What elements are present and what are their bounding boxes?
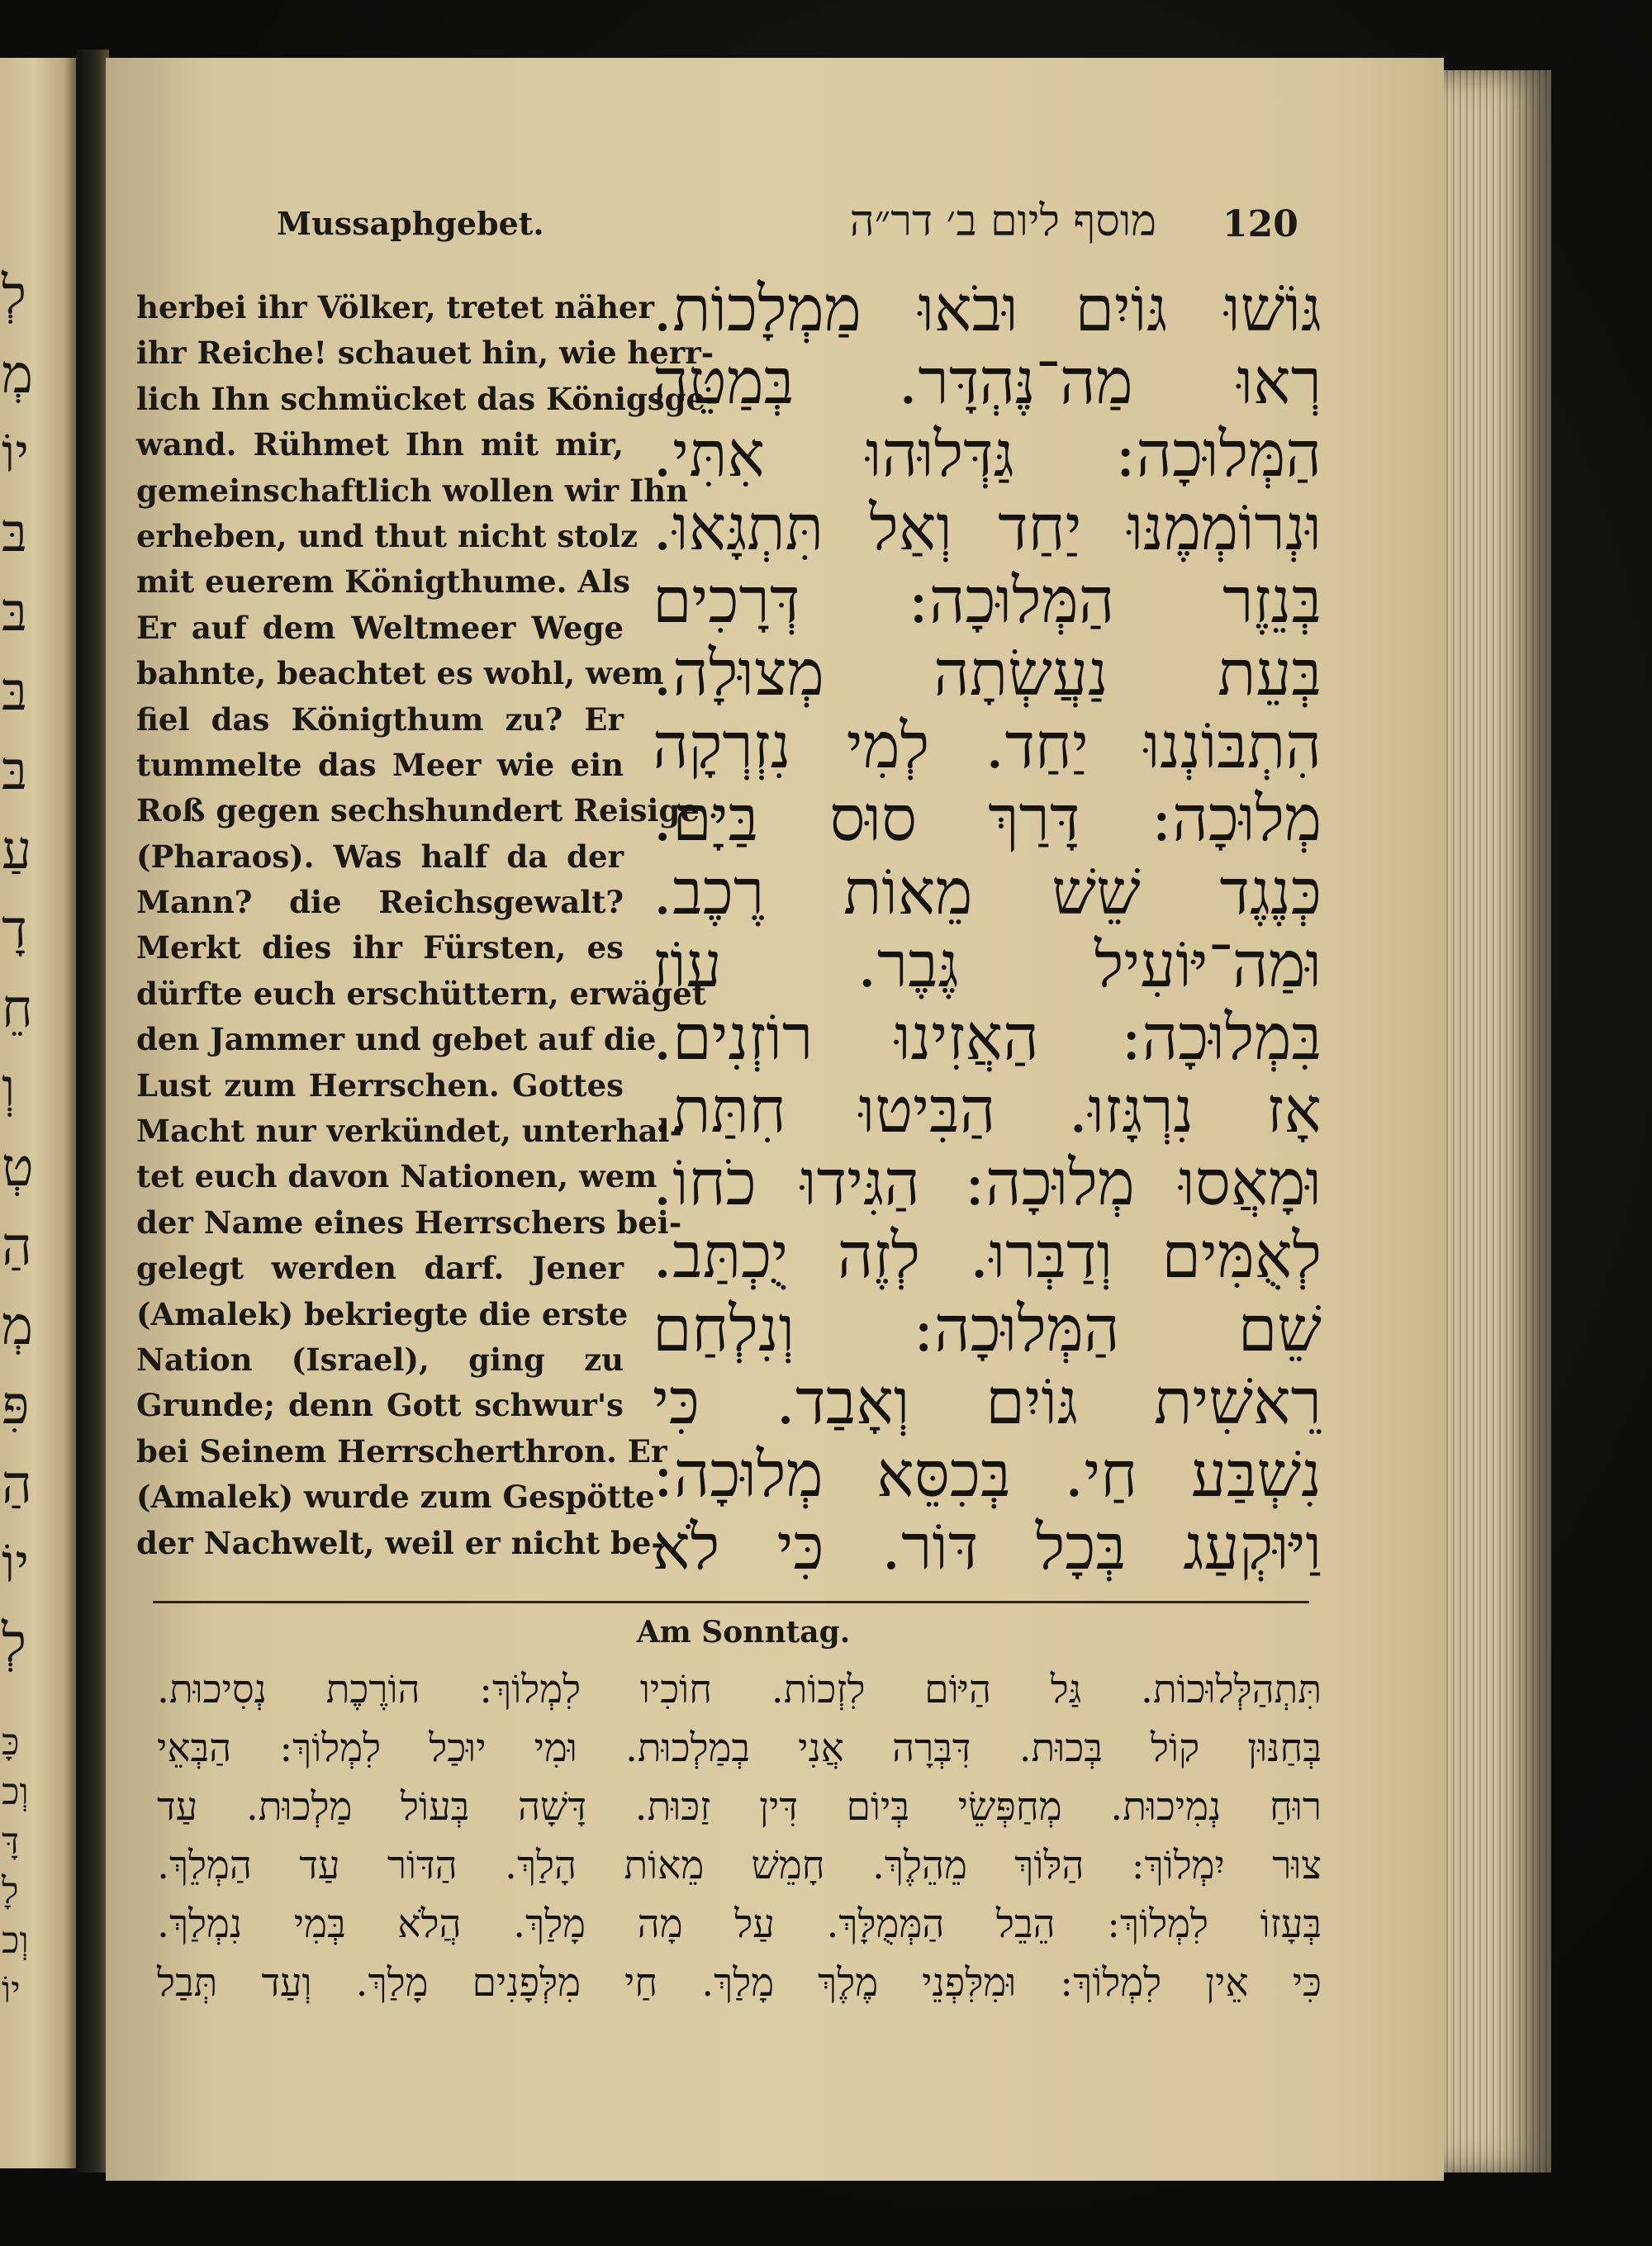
german-line: Merkt dies ihr Fürsten, es — [136, 929, 624, 966]
hebrew-line: וּמָאֲסוּ מְלוּכָה: הַגִּידוּ כֹחוֹ. — [653, 1146, 1322, 1220]
hebrew-line: רְאוּ מַה־נֶּהְדָּר. בְּמַטֵּה — [653, 344, 1322, 419]
german-line: (Amalek) wurde zum Gespötte — [136, 1479, 655, 1516]
german-line: ihr Reiche! schauet hin, wie herr- — [136, 335, 714, 372]
hebrew-prayer-column — [653, 273, 1322, 1586]
german-line: dürfte euch erschüttern, erwäget — [136, 975, 706, 1012]
german-line: bahnte, beachtet es wohl, wem — [136, 655, 664, 692]
german-line: tet euch davon Nationen, wem — [136, 1158, 657, 1195]
book-gutter — [76, 50, 109, 2172]
page-stack-edge — [1444, 70, 1551, 2172]
hebrew-line: בְּעֵת נַעֲשְׂתָה מְצוּלָה. — [653, 635, 1322, 710]
german-line: Macht nur verkündet, unterhal- — [136, 1113, 682, 1150]
german-line: den Jammer und gebet auf die — [136, 1021, 657, 1058]
hebrew-running-title: מוסף ליום ב׳ דר״ה — [849, 197, 1156, 246]
german-line: herbei ihr Völker, tretet näher — [136, 289, 654, 325]
german-line: gemeinschaftlich wollen wir Ihn — [136, 472, 689, 509]
german-line: Mann? die Reichsgewalt? — [136, 884, 624, 921]
german-line: bei Seinem Herrscherthron. Er — [136, 1432, 667, 1470]
german-translation-column — [136, 285, 719, 1590]
hebrew-line: מְלוּכָה: דָּרַךְ סוּס בַּיָּם. — [653, 781, 1322, 856]
german-line: wand. Rühmet Ihn mit mir, — [136, 426, 624, 463]
german-line: erheben, und thut nicht stolz — [136, 517, 638, 554]
hebrew-line: רֵאשִׁית גּוֹיִם וְאָבַד. כִּי — [653, 1364, 1322, 1438]
section-divider-rule — [153, 1601, 1309, 1603]
hebrew-line: גּוֹשׁוּ גּוֹיִם וּבֹאוּ מַמְלָכוֹת. — [653, 272, 1322, 345]
hebrew-line: נִשְׁבַּע חַי. בְּכִסֵּא מְלוּכָה: — [653, 1437, 1322, 1511]
previous-page-edge — [0, 58, 76, 2168]
german-running-title: Mussaphgebet. — [277, 205, 544, 242]
german-line: gelegt werden darf. Jener — [136, 1250, 624, 1287]
german-line: Lust zum Herrschen. Gottes — [136, 1066, 624, 1104]
previous-page-text-top: לְ מְ יוֹ בּ בּ בּ בּ עַ דָ חֵ וְ טְ הַ מְ פִּ הַ יוֹ לְ — [2, 265, 34, 1674]
german-line: fiel das Königthum zu? Er — [136, 700, 624, 738]
hebrew-line: וּמַה־יּוֹעִיל גֶּבֶר. עוֹז — [653, 927, 1322, 1001]
page-number: 120 — [1222, 203, 1298, 245]
hebrew-line: וּנְרוֹמְמֶנּוּ יַחַד וְאַל תִּתְגָּאוּ. — [653, 490, 1322, 564]
german-line: tummelte das Meer wie ein — [136, 746, 624, 783]
hebrew-line: בְּנֵזֶר הַמְּלוּכָה: דְּרָכִים — [653, 563, 1322, 637]
german-line: mit euerem Königthume. Als — [136, 563, 631, 601]
german-line: der Name eines Herrschers bei- — [136, 1204, 682, 1241]
hebrew-line: לְאֻמִּים וְדַבְּרוּ. לְזֶה יֻכְתַּב. — [653, 1218, 1322, 1293]
german-line: der Nachwelt, weil er nicht be- — [136, 1524, 664, 1561]
footer-hebrew-line: כִּי אֵין לִמְלוֹךְ: וּמִלִּפְנֵי מֶלֶךְ מָלַךְ. חַי מִלְּפָנִים מָלַךְ. וְעַד תְּבַל — [157, 1960, 1322, 2006]
sunday-hebrew-section — [157, 1660, 1322, 2057]
german-line: (Amalek) bekriegte die erste — [136, 1295, 629, 1332]
hebrew-line: הַמְּלוּכָה: גַּדְּלוּהוּ אִתִּי. — [653, 417, 1322, 491]
hebrew-line: כְּנֶגֶד שֵׁשׁ מֵאוֹת רֶכֶב. — [653, 854, 1322, 928]
sunday-heading: Am Sonntag. — [636, 1615, 851, 1650]
footer-hebrew-line: תִּתְהַלְּלוּכוֹת. גַּל הַיּוֹם לִזְכוֹת. חוֹכִיו לִמְלוֹךְ: הוֹרֶכֶת נְסִיכוּת. — [157, 1667, 1322, 1712]
german-line: lich Ihn schmücket das Königsge- — [136, 380, 719, 417]
hebrew-line: הִתְבּוֹנְנוּ יַחַד. לְמִי נִזְרְקָה — [653, 709, 1322, 783]
german-line: Er auf dem Weltmeer Wege — [136, 609, 624, 646]
german-line: Grunde; denn Gott schwur's — [136, 1387, 624, 1424]
hebrew-line: שֵׁם הַמְּלוּכָה: וְנִלְחַם — [653, 1291, 1322, 1365]
footer-hebrew-line: רוּחַ נְמִיכוּת. מְחַפְּשֵׂי בְּיוֹם דִּין זַכּוּת. דָּשָׁה בְּעוֹל מַלְכוּת. עַד — [157, 1784, 1322, 1830]
hebrew-line: וַיּוּקְעַג בְּכָל דּוֹר. כִּי לֹא — [653, 1510, 1322, 1584]
hebrew-line: בִּמְלוּכָה: הַאֲזִינוּ רוֹזְנִים. — [653, 1000, 1322, 1074]
footer-hebrew-line: בְּעָזוֹ לִמְלוֹךְ: הֵבֵל הַמְּמֻלָּךְ. עַל מָה מָלַךְ. הֲלֹא בְּמִי נִמְלַךְ. — [157, 1902, 1322, 1947]
previous-page-text-bottom: כָּ וְכ דָּ לָ וְכ יוֹ — [2, 1721, 29, 2011]
german-line: (Pharaos). Was half da der — [136, 838, 624, 875]
german-line: Roß gegen sechshundert Reisige — [136, 792, 700, 829]
footer-hebrew-line: צוּר יִמְלוֹךְ: הַלּוֹךְ מֵהֵלֶךְ. חָמֵשׁ מֵאוֹת הָלַךְ. הַדּוֹר עַד הַמְלֵךְ. — [157, 1843, 1322, 1888]
hebrew-line: אָז נִרְגָּזוּ. הַבִּיטוּ חִתַּת. — [653, 1073, 1322, 1147]
german-line: Nation (Israel), ging zu — [136, 1341, 624, 1378]
footer-hebrew-line: בְּחַנּוּן קוֹל בְּכוּת. דִּבְּרָה אֲנִי בְמַלְכוּת. וּמִי יוּכַל לִמְלוֹךְ: הַבְּאֵי — [157, 1726, 1322, 1771]
